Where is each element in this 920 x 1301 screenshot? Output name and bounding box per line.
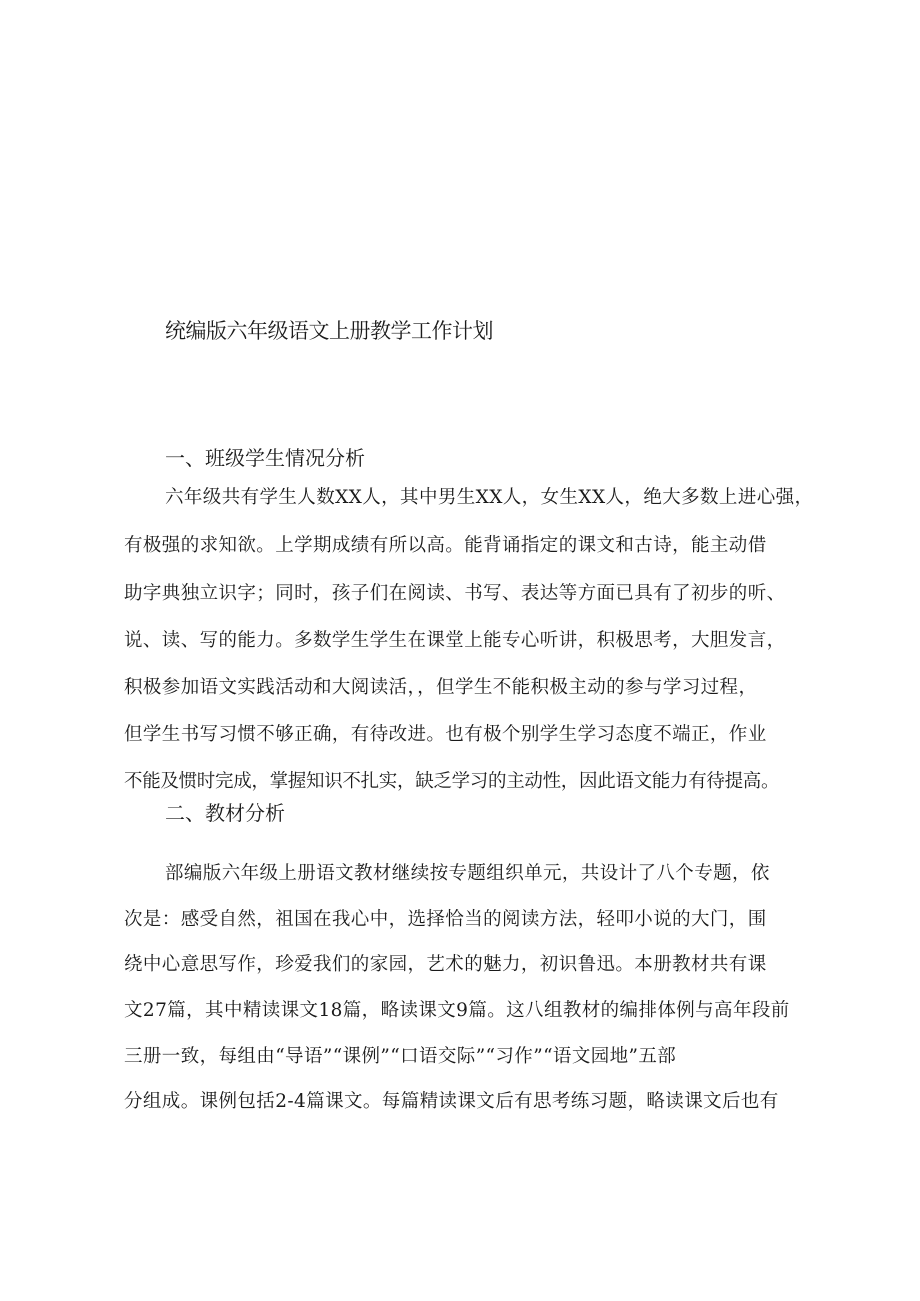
paragraph-line: 次是：感受自然，祖国在我心中，选择恰当的阅读方法，轻叩小说的大门，围 <box>124 909 767 930</box>
document-title: 统编版六年级语文上册教学工作计划 <box>165 319 493 343</box>
paragraph-line: 文27篇，其中精读课文18篇，略读课文9篇。这八组教材的编排体例与高年段前 <box>124 1000 790 1021</box>
paragraph-line: 绕中心意思写作，珍爱我们的家园，艺术的魅力，初识鲁迅。本册教材共有课 <box>124 954 767 975</box>
paragraph-line: 有极强的求知欲。上学期成绩有所以高。能背诵指定的课文和古诗，能主动借 <box>124 535 767 556</box>
paragraph-line: 但学生书写习惯不够正确，有待改进。也有极个别学生学习态度不端正，作业 <box>124 724 767 745</box>
section-heading-textbook-analysis: 二、教材分析 <box>165 801 285 825</box>
paragraph-line: 三册一致，每组由“导语”“课例”“口语交际”“习作”“语文园地”五部 <box>124 1046 677 1067</box>
section-heading-student-analysis: 一、班级学生情况分析 <box>165 446 365 470</box>
paragraph-line: 六年级共有学生人数XX人，其中男生XX人，女生XX人，绝大多数上进心强， <box>165 487 814 508</box>
paragraph-line: 分组成。课例包括2-4篇课文。每篇精读课文后有思考练习题，略读课文后也有 <box>124 1091 779 1112</box>
paragraph-line: 部编版六年级上册语文教材继续按专题组织单元，共设计了八个专题，依 <box>165 863 770 884</box>
paragraph-line: 助字典独立识字；同时，孩子们在阅读、书写、表达等方面已具有了初步的听、 <box>124 583 786 604</box>
paragraph-line: 不能及惯时完成，掌握知识不扎实，缺乏学习的主动性，因此语文能力有待提高。 <box>124 771 780 792</box>
paragraph-line: 积极参加语文实践活动和大阅读活，，但学生不能积极主动的参与学习过程， <box>124 677 758 698</box>
paragraph-line: 说、读、写的能力。多数学生学生在课堂上能专心听讲，积极思考，大胆发言， <box>124 630 786 651</box>
